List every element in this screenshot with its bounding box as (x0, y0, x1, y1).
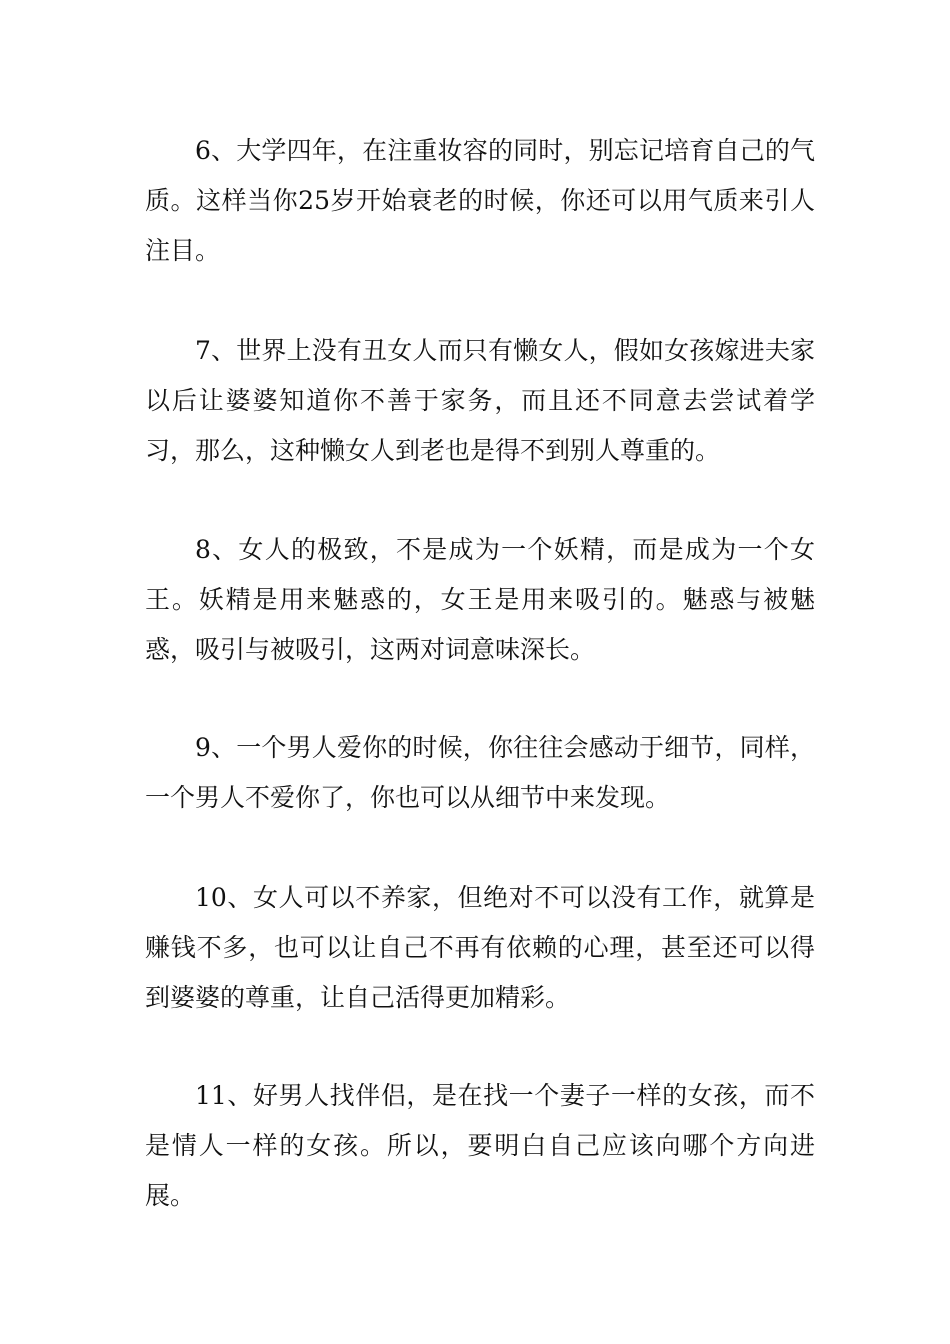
paragraph-8: 8、女人的极致，不是成为一个妖精，而是成为一个女王。妖精是用来魅惑的，女王是用来吸引的。魅惑与被魅惑，吸引与被吸引，这两对词意味深长。 (145, 535, 815, 664)
paragraph-10: 10、女人可以不养家，但绝对不可以没有工作，就算是赚钱不多，也可以让自己不再有依赖的心理，甚至还可以得到婆婆的尊重，让自己活得更加精彩。 (145, 883, 815, 1012)
paragraph-6: 6、大学四年，在注重妆容的同时，别忘记培育自己的气质。这样当你25岁开始衰老的时候，你还可以用气质来引人注目。 (145, 136, 815, 265)
paragraph-9: 9、一个男人爱你的时候，你往往会感动于细节，同样，一个男人不爱你了，你也可以从细节中来发现。 (145, 733, 815, 812)
paragraph-7: 7、世界上没有丑女人而只有懒女人，假如女孩嫁进夫家以后让婆婆知道你不善于家务，而且还不同意去尝试着学习，那么，这种懒女人到老也是得不到别人尊重的。 (145, 336, 815, 465)
paragraph-11: 11、好男人找伴侣，是在找一个妻子一样的女孩，而不是情人一样的女孩。所以，要明白自己应该向哪个方向进展。 (145, 1081, 815, 1210)
